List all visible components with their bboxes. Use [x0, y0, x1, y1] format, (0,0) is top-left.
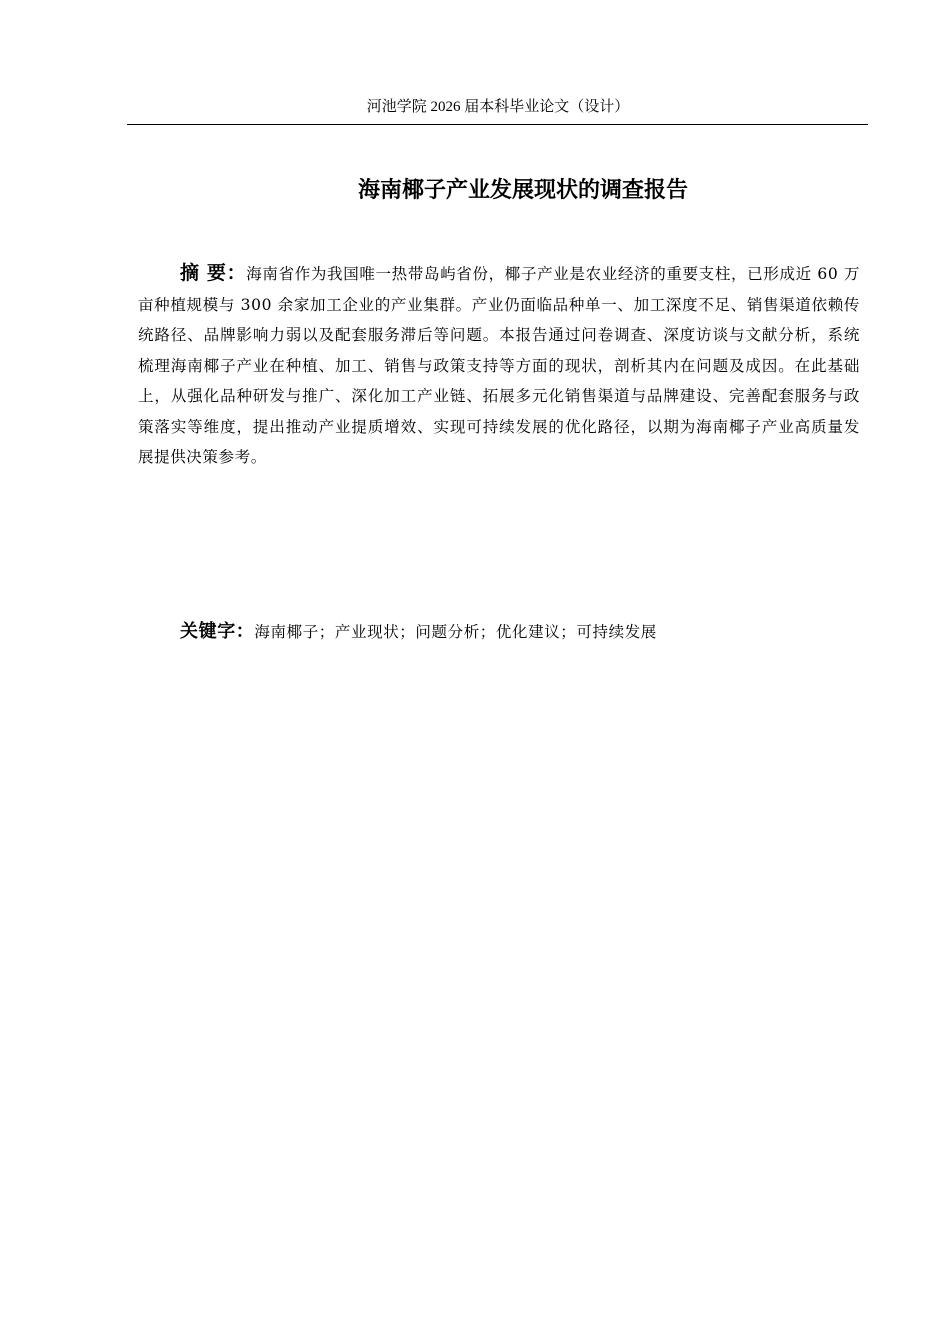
abstract-label: 摘 要： [180, 262, 247, 284]
abstract-paragraph [138, 258, 860, 473]
document-title: 海南椰子产业发展现状的调查报告 [357, 178, 688, 203]
abstract-text: 海南省作为我国唯一热带岛屿省份，椰子产业是农业经济的重要支柱，已形成近 60 万亩种植规模与 300 余家加工企业的产业集群。产业仍面临品种单一、加工深度不足、销售渠道依赖传统路径、品牌影响力弱以及配套服务滞后等问题。本报告通过问卷调查、深度访谈与文献分析，系统梳理海南椰子产业在种植、加工、销售与政策支持等方面的现状，剖析其内在问题及成因。在此基础上，从强化品种研发与推广、深化加工产业链、拓展多元化销售渠道与品牌建设、完善配套服务与政策落实等维度，提出推动产业提质增效、实现可持续发展的优化路径，以期为海南椰子产业高质量发展提供决策参考。 [138, 265, 860, 466]
header-divider [127, 124, 868, 125]
keywords-label: 关键字： [180, 621, 255, 642]
keywords-text: 海南椰子；产业现状；问题分析；优化建议；可持续发展 [254, 623, 657, 641]
running-header: 河池学院 2026 届本科毕业论文（设计） [366, 99, 630, 115]
keywords-line [180, 617, 860, 647]
